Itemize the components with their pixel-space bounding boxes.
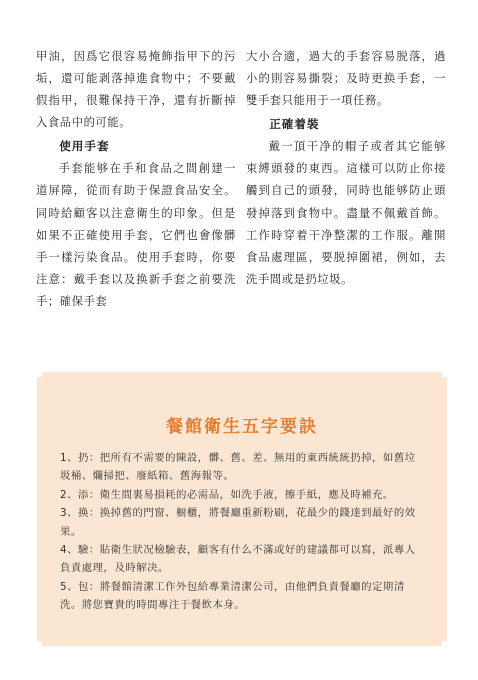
tip-item: 3、换：换掉舊的門窗、橱櫃，將餐廳重新粉刷，花最少的錢達到最好的效果。 (60, 507, 416, 538)
left-paragraph-continued: 甲油，因爲它很容易掩飾指甲下的污垢，還可能剥落掉進食物中；不要戴假指甲，很難保持干净，還有折斷掉入食品中的可能。 (36, 50, 236, 130)
tip-item: 4、驗：貼衛生狀况檢驗表，顧客有什么不滿或好的建議都可以寫，派專人負責處理，及時解决。 (60, 544, 416, 575)
box-corner-notch (442, 368, 451, 377)
attire-heading: 正確着裝 (269, 117, 320, 132)
box-corner-notch (33, 368, 42, 377)
box-corner-notch (442, 641, 451, 650)
box-corner-notch (33, 641, 42, 650)
tip-item: 1、扔：把所有不需要的陳設，髒、舊、差、無用的東西統統扔掉，如舊垃圾桶、爛掃把、廢紙箱、舊海報等。 (60, 452, 416, 483)
right-paragraph-continued: 大小合適，過大的手套容易脱落，過小的則容易撕裂；及時更换手套，一雙手套只能用于一項任務。 (246, 50, 446, 108)
left-text-column (36, 46, 236, 313)
gloves-paragraph: 手套能够在手和食品之間創建一道屏障，從而有助于保證食品安全。同時給顧客以注意衛生的印象。但是如果不正確使用手套，它們也會像髒手一樣污染食品。使用手套時，你要注意：戴手套以及换新手套之前要洗手；確保手套 (36, 162, 236, 308)
tip-item: 2、添：衛生間裏易損耗的必需品，如洗手液，擦手紙，應及時補充。 (60, 488, 394, 501)
tips-list (60, 449, 426, 615)
hygiene-tips-box (37, 372, 447, 646)
tip-item: 5、包：將餐館清潔工作外包給專業清潔公司，由他們負責餐廳的定期清洗。將您寶貴的時間專注于餐飲本身。 (60, 580, 405, 612)
right-text-column (246, 46, 446, 291)
attire-paragraph: 戴一頂干净的帽子或者其它能够束縛頭發的東西。這樣可以防止你接觸到自己的頭發，同時也能够防止頭發掉落到食物中。盡量不佩戴首飾。工作時穿着干净整潔的工作服。離開食品處理區，要脱掉圍裙，例如，去洗手間或是扔垃圾。 (246, 140, 446, 286)
gloves-heading: 使用手套 (59, 139, 110, 154)
box-title: 餐館衛生五字要訣 (166, 417, 318, 437)
